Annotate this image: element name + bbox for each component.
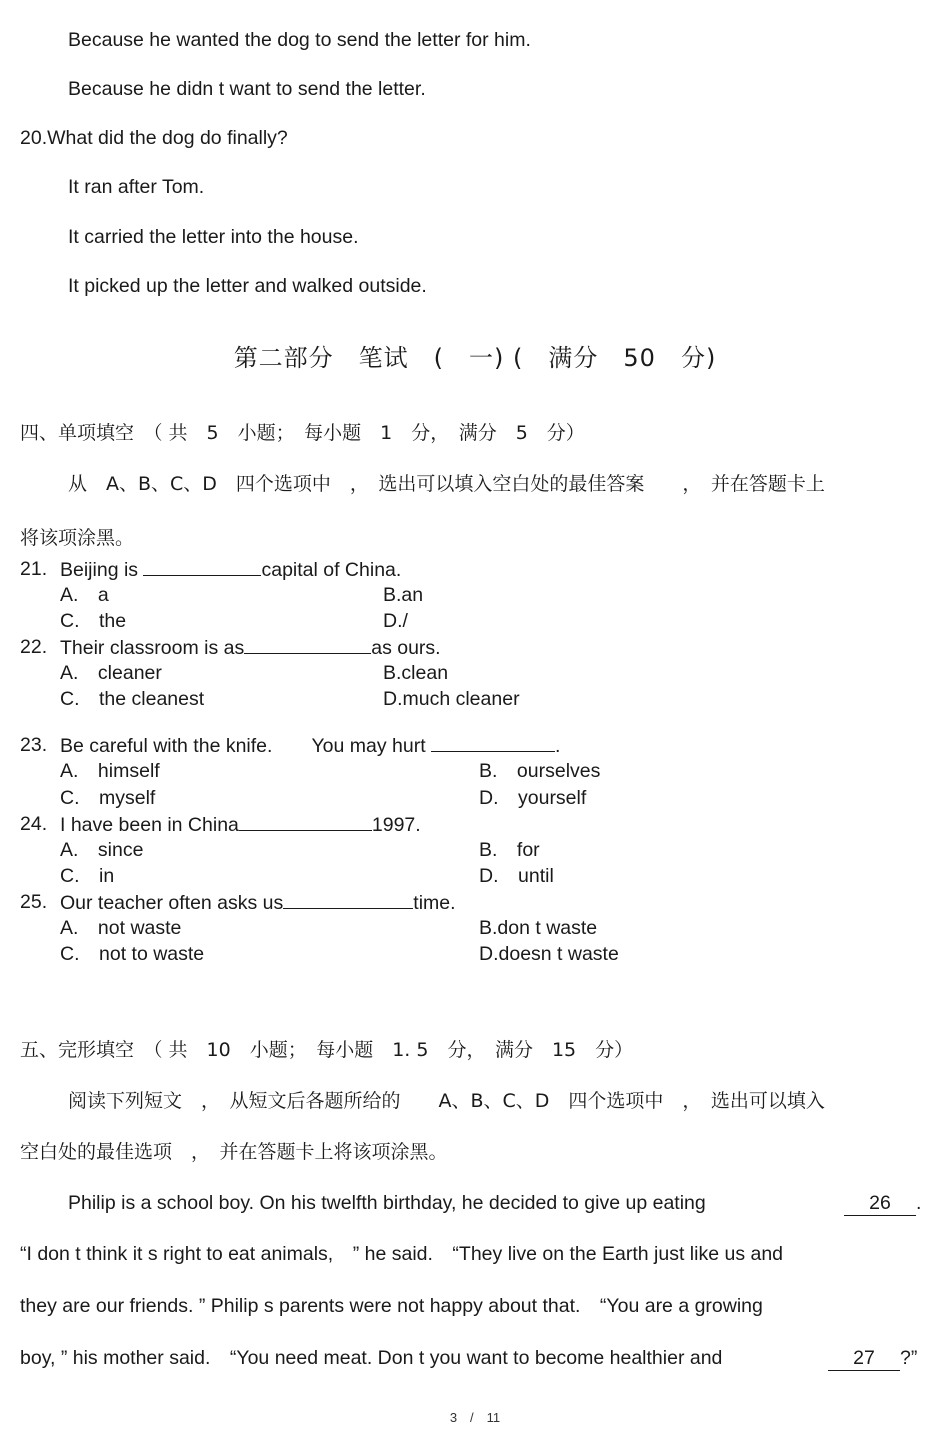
- q22-stem: [60, 635, 441, 660]
- q24-blank: [239, 812, 372, 831]
- q21-number: 21.: [20, 558, 48, 580]
- q21-blank: [143, 557, 261, 576]
- q23-stem-pre: Be careful with the knife. You may hurt: [60, 735, 432, 757]
- page-number: 3 / 11: [449, 1410, 501, 1425]
- q24-stem-post: 1997.: [371, 814, 421, 836]
- q21-option-a: A. a: [60, 584, 109, 606]
- q22-stem-pre: Their classroom is as: [60, 637, 245, 659]
- q21-stem-pre: Beijing is: [60, 559, 144, 581]
- q23-stem-post: .: [555, 735, 561, 757]
- q20-option-2: It carried the letter into the house.: [68, 226, 359, 248]
- q24-stem-pre: I have been in China: [60, 814, 239, 836]
- q23-option-c: C. myself: [60, 787, 156, 809]
- q23-number: 23.: [20, 734, 48, 756]
- q25-stem-pre: Our teacher often asks us: [60, 892, 284, 914]
- blank-26-number: 26: [844, 1191, 916, 1216]
- section5-heading: 五、完形填空 （ 共 10 小题； 每小题 1. 5 分， 满分 15 分）: [20, 1039, 634, 1061]
- q25-option-b: B.don t waste: [479, 917, 598, 939]
- passage-line-1-end: .: [916, 1192, 922, 1214]
- blank-26: [844, 1191, 921, 1216]
- passage-line-2: “I don t think it s right to eat animals, ” he said. “They live on the Earth just like us and: [20, 1243, 784, 1265]
- blank-27: [828, 1346, 917, 1371]
- q19-option-2: Because he didn t want to send the letter.: [68, 78, 426, 100]
- q25-stem: [60, 890, 456, 915]
- q22-option-d: D.much cleaner: [383, 688, 520, 710]
- q21-option-b: B.an: [383, 584, 424, 606]
- passage-line-1: Philip is a school boy. On his twelfth birthday, he decided to give up eating: [68, 1192, 706, 1214]
- q22-stem-post: as ours.: [371, 637, 441, 659]
- q23-stem: [60, 733, 560, 758]
- q25-blank: [283, 890, 413, 909]
- part-title: 第二部分 笔试 ( 一) ( 满分 50 分): [233, 344, 717, 372]
- q23-option-d: D. yourself: [479, 787, 587, 809]
- passage-line-3: they are our friends. ” Philip s parents were not happy about that. “You are a growing: [20, 1295, 763, 1317]
- passage-line-4: boy, ” his mother said. “You need meat. Don t you want to become healthier and: [20, 1347, 723, 1369]
- q25-option-c: C. not to waste: [60, 943, 205, 965]
- blank-27-number: 27: [828, 1346, 900, 1371]
- q22-blank: [244, 635, 371, 654]
- q24-number: 24.: [20, 813, 48, 835]
- q20-option-1: It ran after Tom.: [68, 176, 205, 198]
- q24-stem: [60, 812, 421, 837]
- section5-instruction-line1: 阅读下列短文 ， 从短文后各题所给的 A、B、C、D 四个选项中 ， 选出可以填入: [68, 1090, 825, 1112]
- q25-number: 25.: [20, 891, 48, 913]
- q23-option-a: A. himself: [60, 760, 160, 782]
- q24-option-b: B. for: [479, 839, 540, 861]
- q24-option-c: C. in: [60, 865, 115, 887]
- q22-number: 22.: [20, 636, 48, 658]
- q24-option-d: D. until: [479, 865, 554, 887]
- q22-option-a: A. cleaner: [60, 662, 162, 684]
- q24-option-a: A. since: [60, 839, 144, 861]
- q22-option-c: C. the cleanest: [60, 688, 205, 710]
- q21-option-c: C. the: [60, 610, 127, 632]
- q25-option-a: A. not waste: [60, 917, 182, 939]
- q20-option-3: It picked up the letter and walked outside.: [68, 275, 427, 297]
- q21-stem: [60, 557, 401, 582]
- q19-option-1: Because he wanted the dog to send the letter for him.: [68, 29, 531, 51]
- q25-option-d: D.doesn t waste: [479, 943, 619, 965]
- q23-blank: [431, 733, 555, 752]
- q23-option-b: B. ourselves: [479, 760, 601, 782]
- passage-line-4-end: ?”: [900, 1347, 918, 1369]
- section4-instruction-line1: 从 A、B、C、D 四个选项中 ， 选出可以填入空白处的最佳答案 ， 并在答题卡上: [68, 473, 825, 495]
- q20-stem: 20.What did the dog do finally?: [20, 127, 288, 149]
- section4-heading: 四、单项填空 （ 共 5 小题； 每小题 1 分， 满分 5 分）: [20, 422, 585, 444]
- section4-instruction-line2: 将该项涂黑。: [20, 527, 135, 549]
- section5-instruction-line2: 空白处的最佳选项 ， 并在答题卡上将该项涂黑。: [20, 1141, 448, 1163]
- q22-option-b: B.clean: [383, 662, 449, 684]
- q25-stem-post: time.: [413, 892, 456, 914]
- q21-stem-post: capital of China.: [261, 559, 402, 581]
- q21-option-d: D./: [383, 610, 408, 632]
